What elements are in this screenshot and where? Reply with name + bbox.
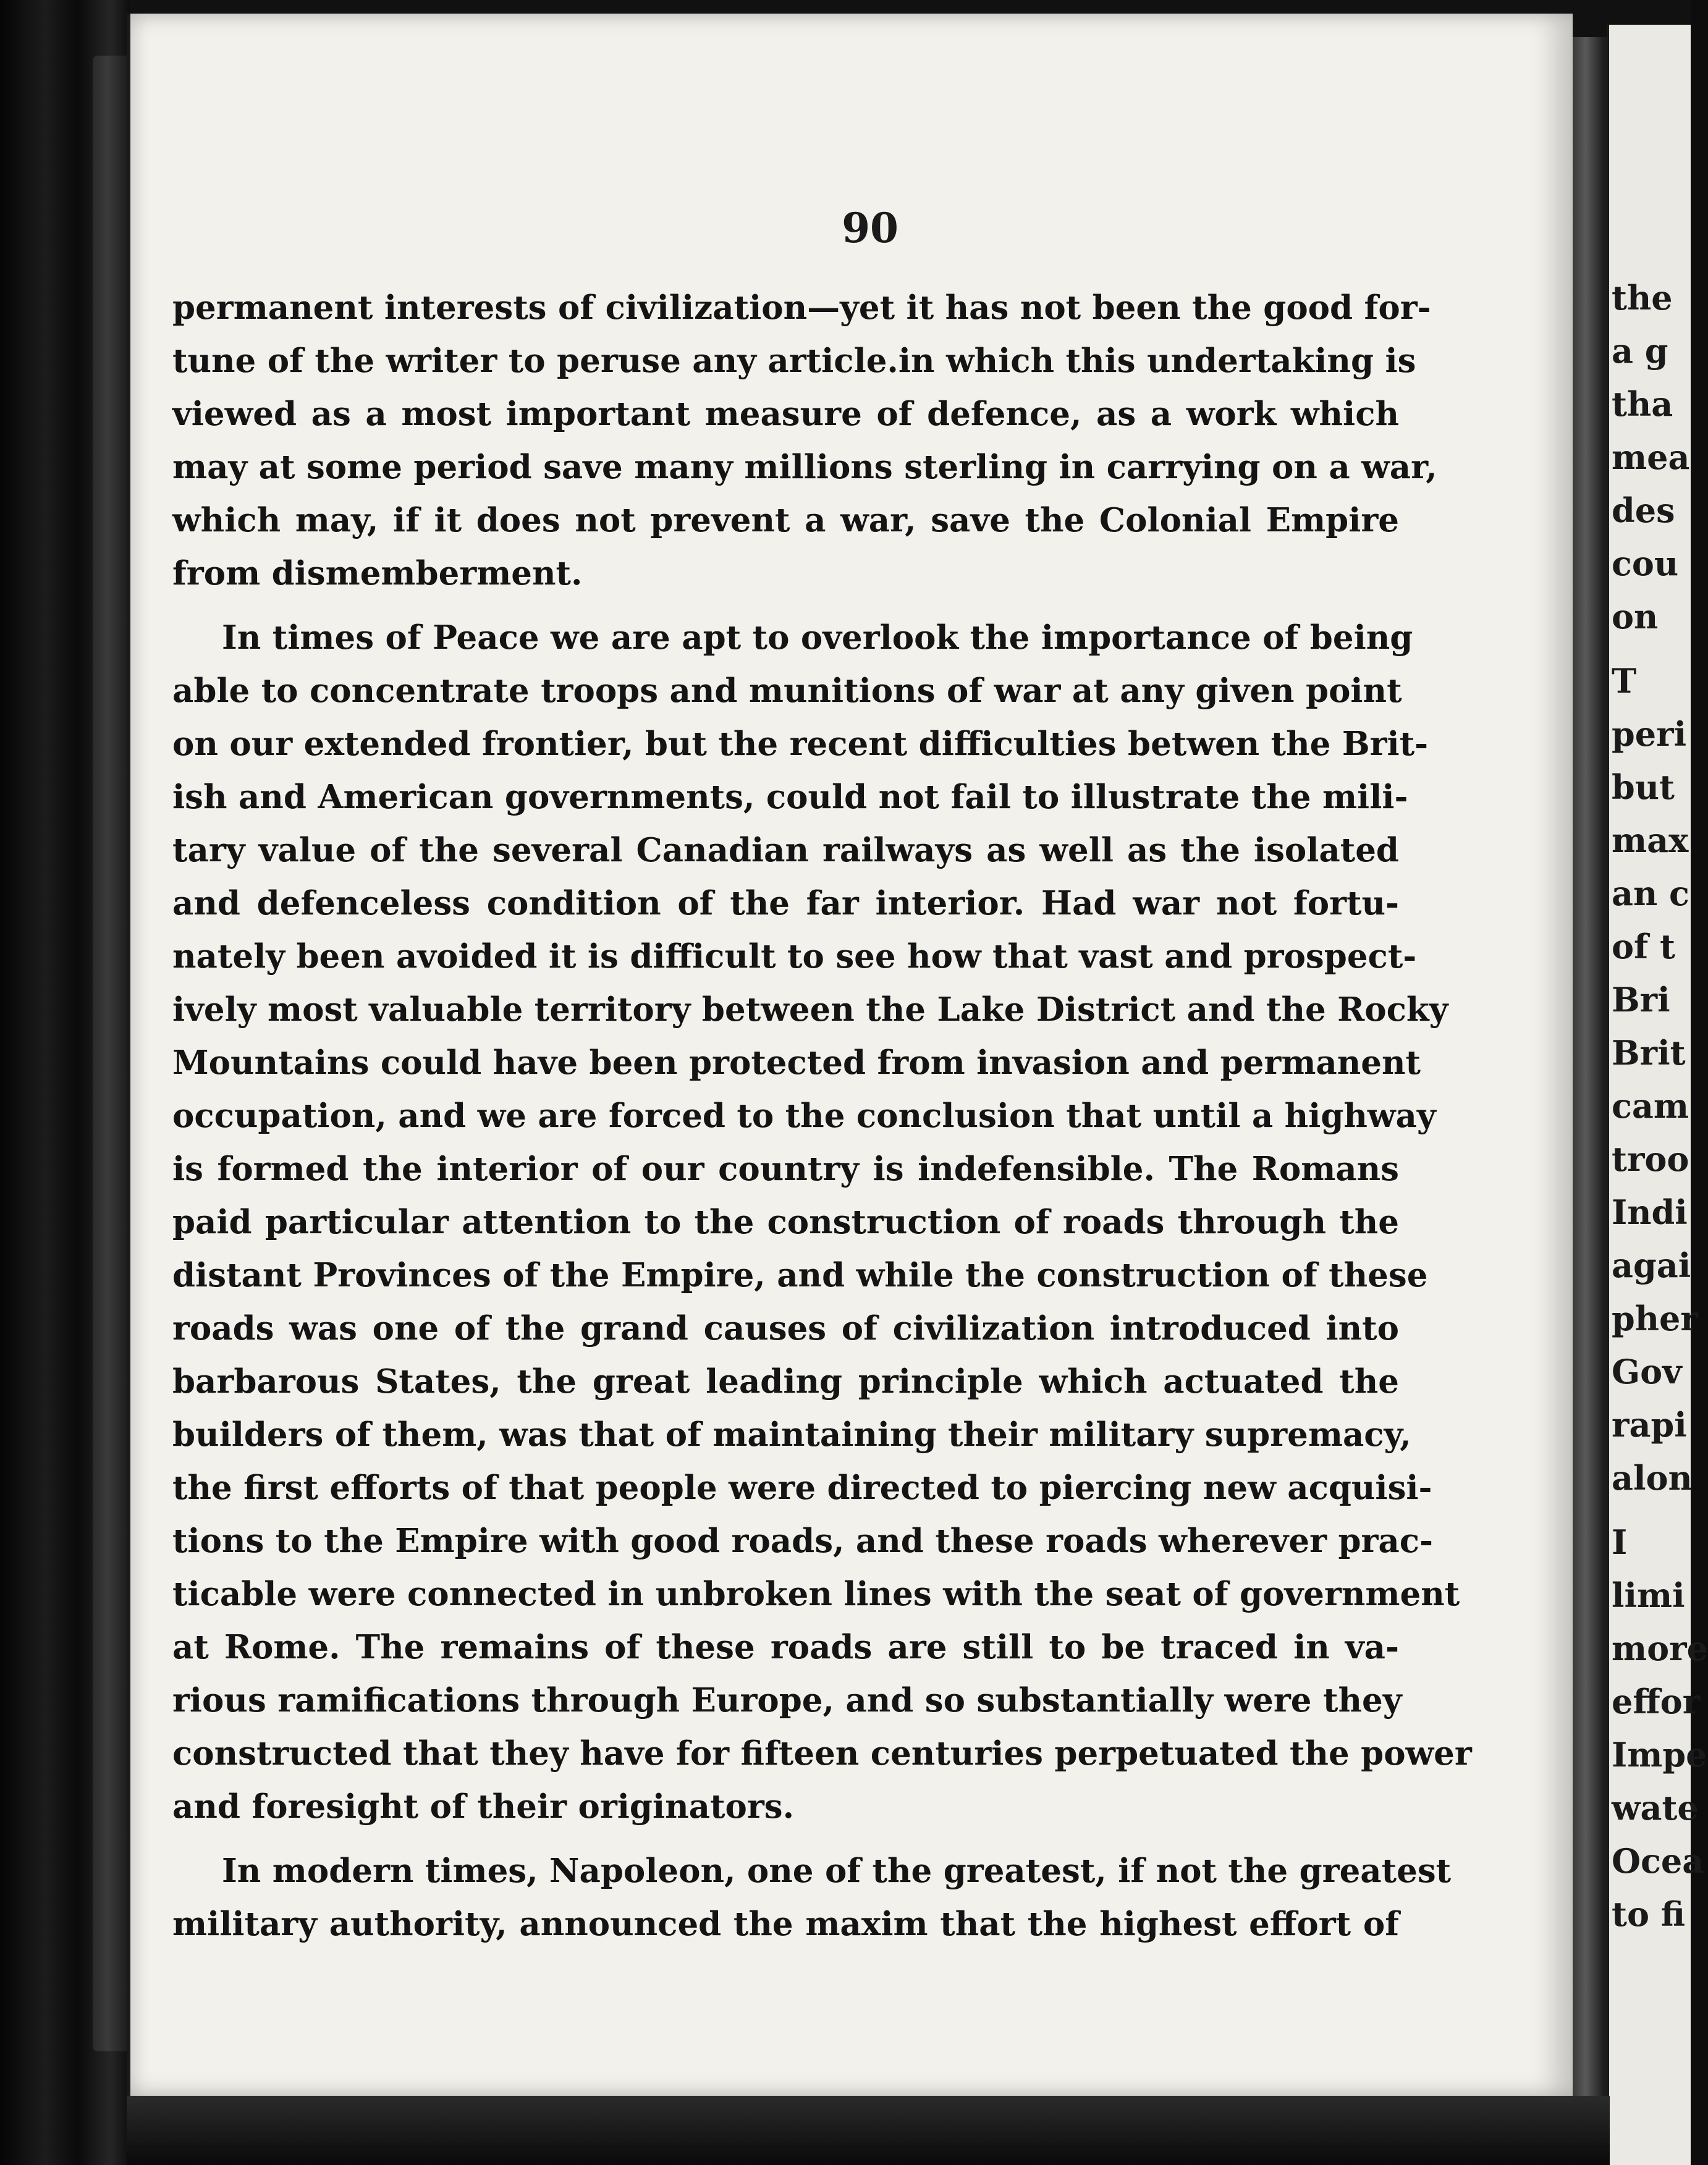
paragraph	[172, 281, 1437, 600]
text-line: tune of the writer to peruse any article.in which this undertaking is	[172, 342, 1416, 380]
facing-page-fragment: but	[1612, 767, 1675, 807]
page-bottom-edge	[127, 2096, 1610, 2165]
text-line: the first efforts of that people were directed to piercing new acquisi-	[172, 1469, 1432, 1507]
facing-page-fragment: limi	[1612, 1576, 1685, 1615]
facing-page-fragment: effor	[1612, 1682, 1701, 1721]
text-line: from dismemberment.	[172, 554, 583, 593]
text-line: nately been avoided it is difficult to see how that vast and prospect-	[172, 937, 1417, 976]
facing-page-fragment: Brit	[1612, 1033, 1686, 1073]
facing-page-fragment: pher	[1612, 1299, 1698, 1338]
facing-page-fragment: Ocea	[1612, 1841, 1704, 1881]
facing-page-fragment: troo	[1612, 1139, 1689, 1179]
facing-page-fragment: I	[1612, 1522, 1628, 1562]
facing-page-fragment: agai	[1612, 1246, 1691, 1285]
facing-page-fragment: the	[1612, 278, 1673, 318]
text-line: In times of Peace we are apt to overlook the importance of being	[222, 618, 1413, 657]
text-line: Mountains could have been protected from invasion and permanent	[172, 1044, 1421, 1082]
text-line: paid particular attention to the construction of roads through the	[172, 1203, 1399, 1241]
text-line: military authority, announced the maxim that the highest effort of	[172, 1905, 1399, 1943]
facing-page-fragment: wate	[1612, 1788, 1699, 1828]
text-line: In modern times, Napoleon, one of the greatest, if not the greatest	[222, 1852, 1452, 1890]
facing-page-fragment: cam	[1612, 1086, 1689, 1126]
paragraph	[172, 1844, 1452, 1951]
facing-page-fragment: alon	[1612, 1458, 1693, 1498]
paragraph	[172, 611, 1472, 1833]
text-line: occupation, and we are forced to the conclusion that until a highway	[172, 1097, 1436, 1135]
page-body-text	[172, 281, 1472, 1962]
facing-page-fragment: cou	[1612, 544, 1679, 583]
facing-page-fragment: rapi	[1612, 1405, 1687, 1445]
text-line: ish and American governments, could not fail to illustrate the mili-	[172, 778, 1408, 816]
facing-page-fragment: mea	[1612, 437, 1690, 477]
spine-edge	[93, 56, 130, 2051]
facing-page-fragment: an c	[1612, 874, 1689, 913]
facing-page-fragment: Gov	[1612, 1352, 1682, 1391]
text-line: barbarous States, the great leading principle which actuated the	[172, 1362, 1399, 1401]
facing-page-cropped	[1607, 25, 1708, 2165]
facing-page-fragment: on	[1612, 597, 1659, 636]
text-line: on our extended frontier, but the recent difficulties betwen the Brit-	[172, 725, 1429, 763]
text-line: ticable were connected in unbroken lines with the seat of government	[172, 1575, 1460, 1613]
text-line: viewed as a most important measure of defence, as a work which	[172, 395, 1399, 433]
facing-page-fragment: Bri	[1612, 980, 1670, 1019]
page-number: 90	[842, 204, 898, 252]
text-line: tary value of the several Canadian railways as well as the isolated	[172, 831, 1399, 869]
text-line: distant Provinces of the Empire, and while the construction of these	[172, 1256, 1428, 1294]
text-line: at Rome. The remains of these roads are still to be traced in va-	[172, 1628, 1399, 1666]
facing-page-fragment: to fi	[1612, 1894, 1686, 1934]
facing-page-fragment: more	[1612, 1629, 1708, 1668]
facing-page-fragment: Impe	[1612, 1735, 1707, 1775]
text-line: able to concentrate troops and munitions of war at any given point	[172, 672, 1402, 710]
text-line: ively most valuable territory between the Lake District and the Rocky	[172, 990, 1448, 1029]
text-line: rious ramifications through Europe, and so substantially were they	[172, 1681, 1402, 1720]
text-line: constructed that they have for fifteen centuries perpetuated the power	[172, 1734, 1472, 1773]
facing-page-fragment: T	[1612, 661, 1637, 701]
facing-page-fragment: max	[1612, 821, 1689, 860]
facing-page-fragment: peri	[1612, 714, 1687, 754]
text-line: which may, if it does not prevent a war, save the Colonial Empire	[172, 501, 1399, 539]
facing-page-fragment: of t	[1612, 927, 1675, 966]
text-line: permanent interests of civilization—yet it has not been the good for-	[172, 289, 1431, 327]
facing-page-fragment: tha	[1612, 384, 1673, 424]
text-line: is formed the interior of our country is indefensible. The Romans	[172, 1150, 1399, 1188]
facing-page-fragment: Indi	[1612, 1192, 1688, 1232]
text-line: and foresight of their originators.	[172, 1787, 795, 1826]
text-line: and defenceless condition of the far interior. Had war not fortu-	[172, 884, 1399, 922]
text-line: may at some period save many millions sterling in carrying on a war,	[172, 448, 1437, 486]
facing-page-fragment: des	[1612, 491, 1675, 530]
text-line: tions to the Empire with good roads, and these roads wherever prac-	[172, 1522, 1434, 1560]
text-line: roads was one of the grand causes of civilization introduced into	[172, 1309, 1399, 1348]
facing-page-fragment: a g	[1612, 331, 1668, 371]
text-line: builders of them, was that of maintaining their military supremacy,	[172, 1416, 1411, 1454]
